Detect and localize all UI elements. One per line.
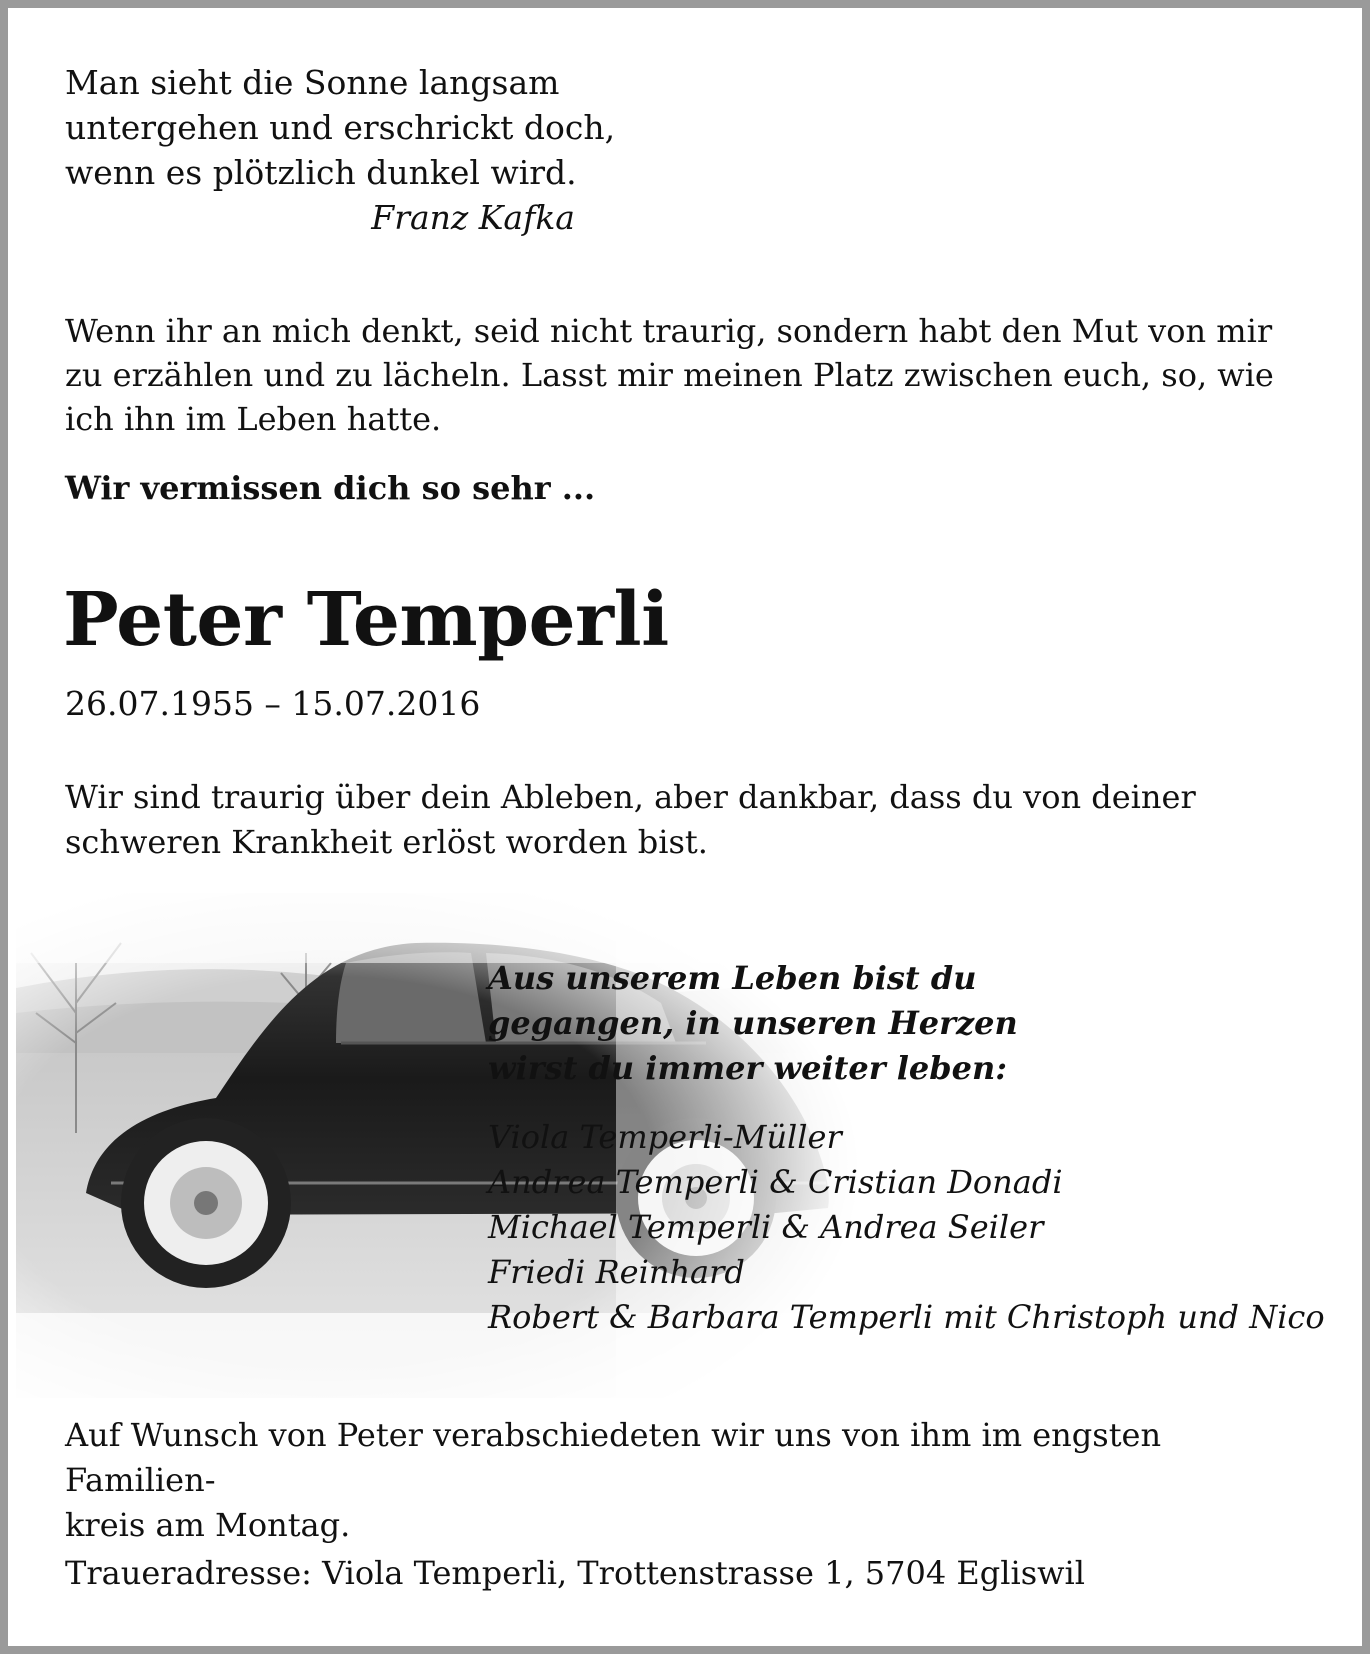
farewell-paragraph: [65, 1413, 1315, 1548]
intro-paragraph: Wenn ihr an mich denkt, seid nicht traurig, sondern habt den Mut von mir zu erzählen und zu lächeln. Lasst mir meinen Platz zwischen euch, so, wie ich ihn im Leben hatte.: [65, 312, 1274, 438]
thanks-paragraph: Wir sind traurig über dein Ableben, aber dankbar, dass du von deiner schweren Krankheit erlöst worden bist.: [65, 778, 1196, 861]
quote-line: untergehen und erschrickt doch,: [65, 108, 616, 147]
mourner-name: Andrea Temperli & Cristian Donadi: [488, 1163, 1063, 1201]
poem-line: Aus unserem Leben bist du: [488, 959, 977, 997]
miss-line: Wir vermissen dich so sehr ...: [65, 469, 596, 507]
farewell-line: kreis am Montag.: [65, 1506, 351, 1544]
quote-line: wenn es plötzlich dunkel wird.: [65, 153, 577, 192]
poem-line: gegangen, in unseren Herzen: [488, 1004, 1018, 1042]
life-dates: 26.07.1955 – 15.07.2016: [65, 684, 481, 723]
mourner-name: Viola Temperli-Müller: [488, 1118, 842, 1156]
mourner-name: Robert & Barbara Temperli mit Christoph und Nico: [488, 1298, 1325, 1336]
quote-author: Franz Kafka: [371, 198, 575, 237]
mourning-address: Traueradresse: Viola Temperli, Trottenstrasse 1, 5704 Egliswil: [65, 1554, 1085, 1592]
kafka-quote: [65, 60, 625, 240]
mourners-list: [488, 1115, 1348, 1340]
poem-line: wirst du immer weiter leben:: [488, 1049, 1008, 1087]
deceased-name: Peter Temperli: [63, 577, 669, 663]
mourner-name: Michael Temperli & Andrea Seiler: [488, 1208, 1044, 1246]
mourner-name: Friedi Reinhard: [488, 1253, 745, 1291]
farewell-line: Auf Wunsch von Peter verabschiedeten wir uns von ihm im engsten Familien-: [65, 1416, 1162, 1499]
quote-line: Man sieht die Sonne langsam: [65, 63, 560, 102]
poem: [488, 956, 1308, 1091]
